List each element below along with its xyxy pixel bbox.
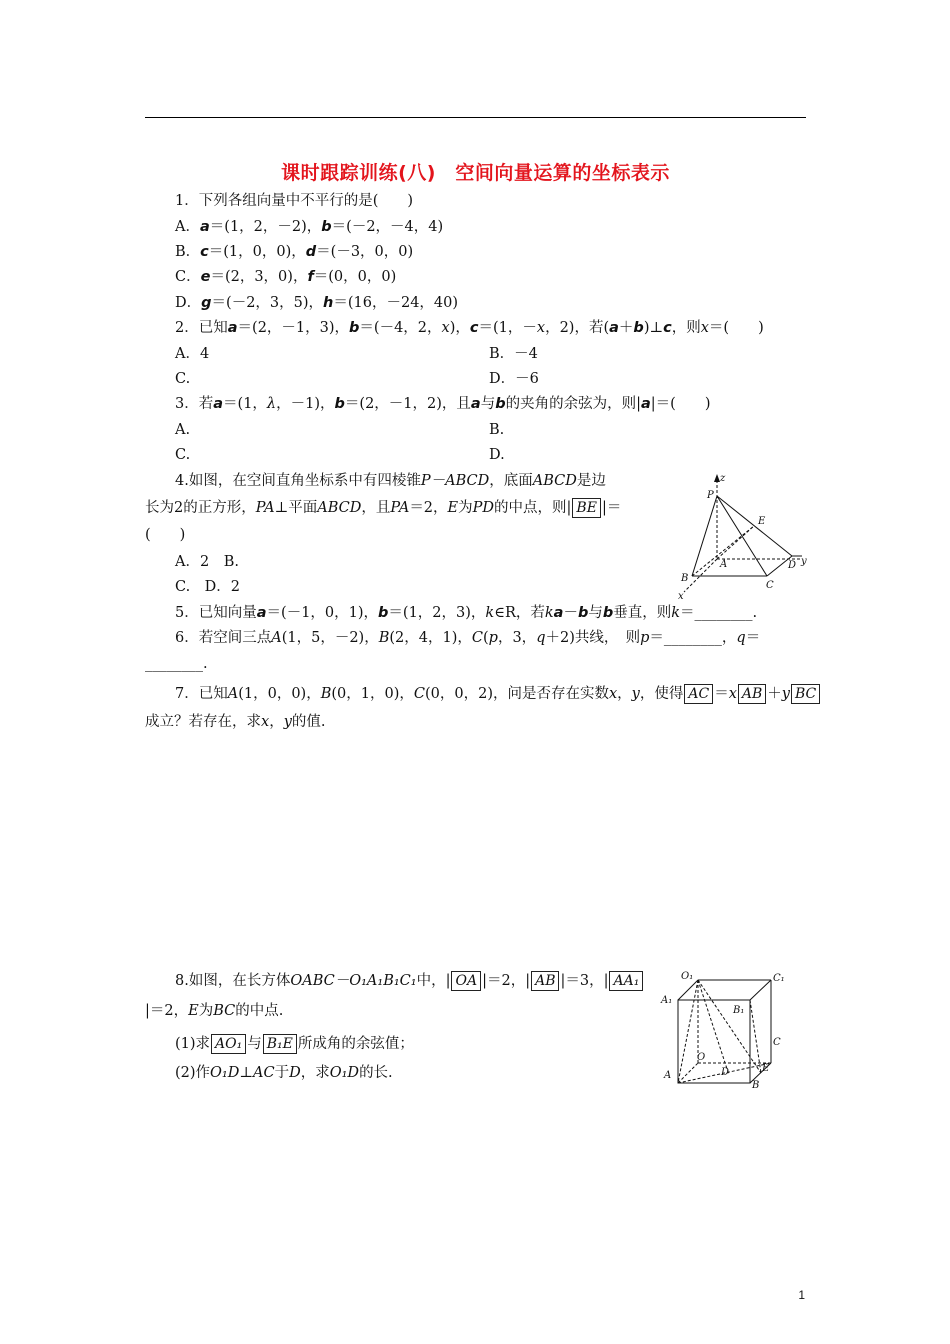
q3-option-c: C. [175,447,191,463]
q4-options-cd: C. D．2 [175,579,241,595]
vector-aa1: AA₁ [609,971,643,991]
q1-option-b: B．c＝(1，0，0)，d＝(－3，0，0) [175,244,414,260]
q6-blank: ________. [145,656,208,672]
fig2-label-c1: C₁ [773,973,785,984]
q2-option-d: D．－6 [489,371,539,387]
fig2-label-b1: B₁ [733,1005,745,1016]
q3-option-b: B. [489,422,505,438]
q1-stem: 1．下列各组向量中不平行的是( ) [175,193,414,209]
fig2-label-c: C [773,1037,781,1048]
fig2-label-a: A [664,1070,672,1081]
page-title: 课时跟踪训练(八) 空间向量运算的坐标表示 [281,162,670,184]
fig1-label-z: z [720,473,726,484]
fig1-label-b: B [681,573,689,584]
fig1-label-a: A [720,559,728,570]
q2-option-b: B．－4 [489,346,538,362]
q6-stem: 6．若空间三点A(1，5，－2)，B(2，4，1)，C(p，3，q＋2)共线， 则p＝________，q＝ [175,630,761,646]
q4-line3: ( ) [145,527,186,543]
fig2-label-o: O [697,1052,706,1063]
vector-ab: AB [738,684,766,704]
q2-option-a: A．4 [175,346,210,362]
cuboid-figure [655,965,795,1095]
header-rule [145,117,806,118]
q8-line2: |＝2，E为BC的中点. [145,1003,284,1019]
q7-line1: 7．已知A(1，0，0)，B(0，1，0)，C(0，0，2)，问是否存在实数x，y，使得 AC ＝x AB ＋y BC [175,684,821,704]
q1-option-a: A．a＝(1，2，－2)，b＝(－2，－4，4) [175,219,444,235]
fig1-label-y: y [801,556,807,567]
fig1-label-x: x [678,591,684,602]
q3-option-a: A. [175,422,191,438]
vector-bc: BC [791,684,820,704]
q2-stem: 2．已知a＝(2，－1，3)，b＝(－4，2，x)，c＝(1，－x，2)，若(a＋b)⊥c，则x＝( ) [175,320,764,336]
q1-option-d: D．g＝(－2，3，5)，h＝(16，－24，40) [175,295,459,311]
fig1-label-d: D [788,560,797,571]
vector-ab-q8: AB [531,971,559,991]
fig2-label-e: E [762,1063,770,1074]
q4-options-ab: A．2 B. [175,554,239,570]
fig1-label-p: P [707,490,714,501]
q5-stem: 5．已知向量a＝(－1，0，1)，b＝(1，2，3)，k∈R，若ka－b与b垂直，则k＝________. [175,605,758,621]
vector-b1e: B₁E [263,1034,297,1054]
fig2-label-b: B [752,1080,760,1091]
vector-be: BE [572,498,601,518]
vector-oa: OA [451,971,481,991]
q2-option-c: C. [175,371,191,387]
vector-ao1: AO₁ [211,1034,246,1054]
q8-part2: (2)作O₁D⊥AC于D，求O₁D的长. [175,1065,393,1081]
q4-line2: 长为2的正方形，PA⊥平面ABCD，且PA＝2，E为PD的中点，则| BE |＝ [145,500,622,516]
q8-line1: 8.如图，在长方体OABC－O₁A₁B₁C₁中，| OA |＝2，| AB |＝3，| AA₁ [175,971,644,991]
fig1-label-c: C [766,580,774,591]
vector-ac: AC [684,684,713,704]
q7-line2: 成立？若存在，求x，y的值. [145,714,326,730]
fig2-label-o1: O₁ [681,971,694,982]
q3-stem: 3．若a＝(1，λ，－1)，b＝(2，－1，2)，且a与b的夹角的余弦为，则|a|＝( ) [175,396,711,412]
q4-line1: 4.如图，在空间直角坐标系中有四棱锥P－ABCD，底面ABCD是边 [175,473,606,489]
fig1-label-e: E [758,516,766,527]
page-number: 1 [798,1288,805,1302]
q1-option-c: C．e＝(2，3，0)，f＝(0，0，0) [175,269,397,285]
q8-part1: (1)求 AO₁ 与 B₁E 所成角的余弦值； [175,1036,414,1052]
fig2-label-d: D [721,1067,730,1078]
pyramid-figure [670,472,810,602]
fig2-label-a1: A₁ [661,995,673,1006]
q3-option-d: D. [489,447,505,463]
